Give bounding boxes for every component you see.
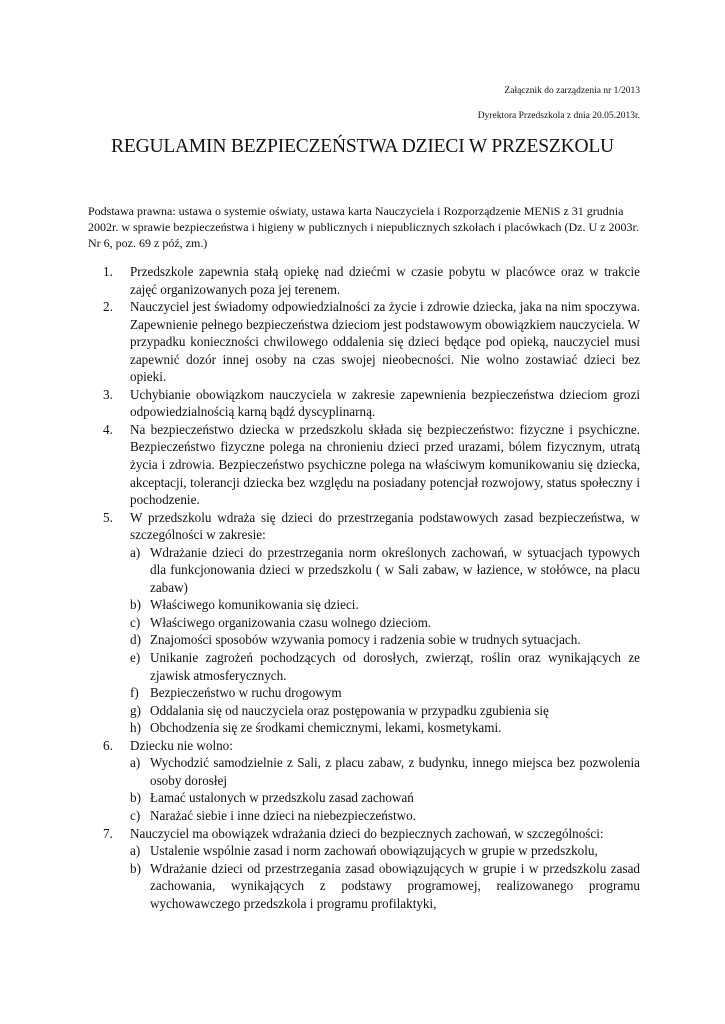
list-item [103, 421, 640, 509]
sub-item-text: Ustalenie wspólnie zasad i norm zachowań obowiązujących w grupie w przedszkolu, [150, 843, 598, 859]
sub-list-item [130, 789, 640, 807]
sub-list [130, 842, 640, 912]
item-text: Uchybianie obowiązkom nauczyciela w zakresie zapewnienia bezpieczeństwa dzieciom grozi odpowiedzialnością karną bądź dyscyplinarną. [130, 386, 640, 420]
item-number: 7. [103, 825, 113, 841]
sub-list-item [130, 842, 640, 860]
sub-item-text: Oddalania się od nauczyciela oraz postępowania w przypadku zgubienia się [150, 702, 549, 718]
list-item [103, 263, 640, 298]
sub-item-letter: c) [130, 614, 141, 630]
sub-item-letter: a) [130, 843, 141, 859]
item-text: W przedszkolu wdraża się dzieci do przestrzegania podstawowych zasad bezpieczeństwa, w szczególności w zakresie: [130, 509, 640, 543]
sub-item-letter: e) [130, 650, 141, 666]
item-text: Nauczyciel jest świadomy odpowiedzialności za życie i zdrowie dziecka, jaka na nim spoczywa. Zapewnienie pełnego bezpieczeństwa dzieciom jest podstawowym obowiązkiem nauczyciela. W przypadku konieczności chwilowego oddalenia się dzieci będące pod opieką, nauczyciel musi zapewnić dozór innej osoby na czas swojej nieobecności. Nie wolno zostawiać dzieci bez opieki. [130, 299, 640, 385]
list-item [103, 825, 640, 913]
sub-list [130, 544, 640, 737]
list-item [103, 737, 640, 825]
sub-list-item [130, 596, 640, 614]
sub-item-letter: b) [130, 790, 141, 806]
regulations-list [103, 263, 640, 912]
sub-list-item [130, 684, 640, 702]
sub-item-text: Obchodzenia się ze środkami chemicznymi, lekami, kosmetykami. [150, 720, 502, 736]
sub-item-letter: a) [130, 755, 141, 771]
sub-item-text: Unikanie zagrożeń pochodzących od dorosłych, zwierząt, roślin oraz wynikających ze zjawisk atmosferycznych. [150, 650, 640, 683]
sub-list-item [130, 719, 640, 737]
sub-item-text: Wychodzić samodzielnie z Sali, z placu zabaw, z budynku, innego miejsca bez pozwolenia osoby dorosłej [150, 755, 640, 788]
legal-basis: Podstawa prawna: ustawa o systemie oświaty, ustawa karta Nauczyciela i Rozporządzenie MENiS z 31 grudnia 2002r. w sprawie bezpieczeństwa i higieny w publicznych i niepublicznych szkołach i placówkach (Dz. U z 2003r. Nr 6, poz. 69 z póź, zm.) [88, 204, 639, 250]
sub-list-item [130, 860, 640, 913]
sub-item-text: Łamać ustalonych w przedszkolu zasad zachowań [150, 790, 414, 806]
sub-item-text: Narażać siebie i inne dzieci na niebezpieczeństwo. [150, 807, 416, 823]
list-item [103, 386, 640, 421]
sub-item-text: Bezpieczeństwo w ruchu drogowym [150, 685, 342, 701]
item-text: Na bezpieczeństwo dziecka w przedszkolu składa się bezpieczeństwo: fizyczne i psychiczne. Bezpieczeństwo fizyczne polega na chronieniu dzieci przed urazami, bólem fizycznym, utratą życia i zdrowia. Bezpieczeństwo psychiczne polega na właściwym komunikowaniu się dziecka, akceptacji, tolerancji dziecka bez względu na posiadany potencjał rozwojowy, status społeczny i pochodzenie. [130, 421, 640, 508]
sub-item-letter: b) [130, 597, 141, 613]
list-item [103, 509, 640, 737]
sub-item-letter: g) [130, 702, 141, 718]
item-number: 6. [103, 737, 113, 753]
item-text: Przedszkole zapewnia stałą opiekę nad dziećmi w czasie pobytu w placówce oraz w trakcie zajęć organizowanych poza jej terenem. [130, 264, 640, 297]
item-number: 5. [103, 509, 113, 525]
sub-item-letter: b) [130, 860, 141, 876]
item-number: 1. [103, 264, 113, 279]
sub-item-text: Znajomości sposobów wzywania pomocy i radzenia sobie w trudnych sytuacjach. [150, 632, 581, 648]
sub-list-item [130, 544, 640, 597]
item-text: Nauczyciel ma obowiązek wdrażania dzieci do bezpiecznych zachowań, w szczególności: [130, 825, 604, 841]
sub-list-item [130, 631, 640, 649]
sub-list-item [130, 649, 640, 684]
document-title: REGULAMIN BEZPIECZEŃSTWA DZIECI W PRZESZKOLU [111, 136, 614, 157]
sub-item-text: Wdrażanie dzieci od przestrzegania zasad obowiązujących w grupie i w przedszkolu zasad zachowania, wynikających z podstawy programowej, realizowanego programu wychowawczego przedszkola i programu profilaktyki, [150, 860, 640, 911]
sub-item-text: Właściwego komunikowania się dzieci. [150, 597, 359, 613]
sub-item-text: Wdrażanie dzieci do przestrzegania norm określonych zachowań, w sytuacjach typowych dla funkcjonowania dzieci w przedszkolu ( w Sali zabaw, w łazience, w stołówce, na placu zabaw) [150, 544, 640, 595]
sub-item-text: Właściwego organizowania czasu wolnego dzieciom. [150, 614, 432, 630]
sub-list [130, 754, 640, 824]
item-text: Dziecku nie wolno: [130, 737, 233, 753]
list-item [103, 298, 640, 386]
sub-item-letter: a) [130, 544, 141, 560]
sub-item-letter: c) [130, 807, 141, 823]
director-date-note: Dyrektora Przedszkola z dnia 20.05.2013r. [477, 111, 640, 121]
item-number: 4. [103, 421, 113, 437]
sub-list-item [130, 754, 640, 789]
item-number: 3. [103, 386, 113, 402]
sub-list-item [130, 614, 640, 632]
item-number: 2. [103, 299, 113, 315]
sub-item-letter: d) [130, 632, 141, 648]
sub-list-item [130, 807, 640, 825]
sub-item-letter: h) [130, 720, 141, 736]
sub-list-item [130, 702, 640, 720]
attachment-note: Załącznik do zarządzenia nr 1/2013 [504, 86, 640, 96]
sub-item-letter: f) [130, 685, 139, 701]
